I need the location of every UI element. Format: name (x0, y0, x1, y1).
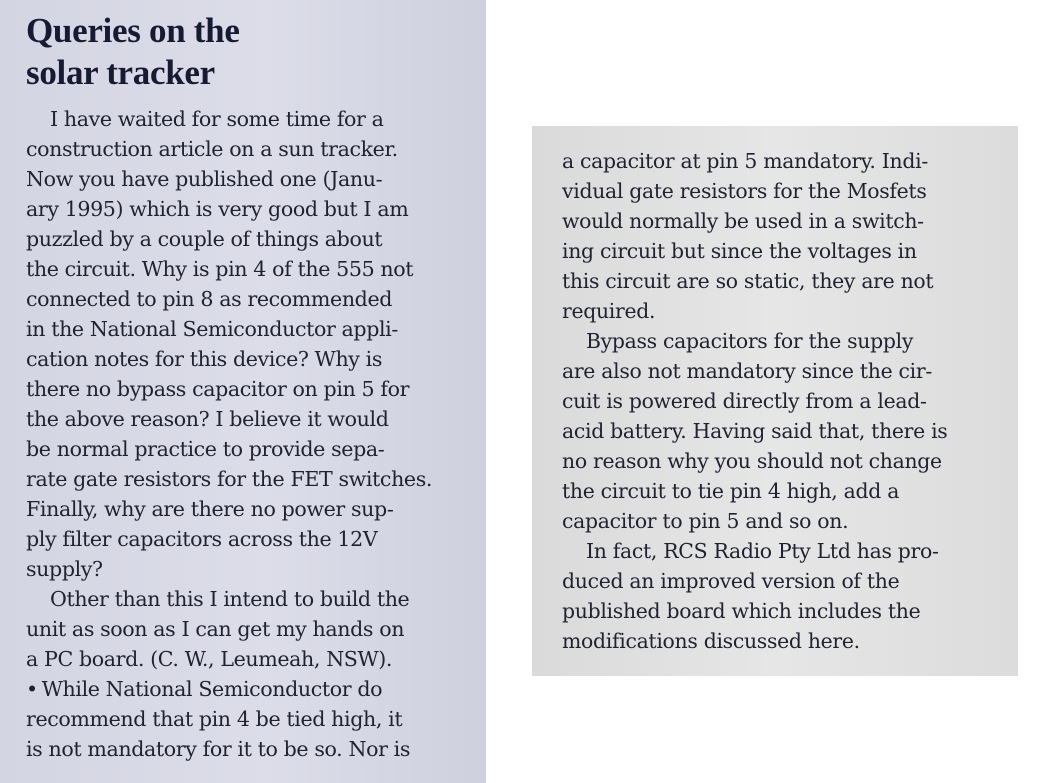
text-line: Now you have published one (Janu- (26, 167, 383, 191)
text-line: required. (562, 299, 656, 323)
text-line: rate gate resistors for the FET switches. (26, 467, 433, 491)
text-line: would normally be used in a switch- (562, 209, 924, 233)
text-line: vidual gate resistors for the Mosfets (562, 179, 927, 203)
letter-paragraph-1 (26, 104, 476, 584)
text-line: are also not mandatory since the cir- (562, 359, 932, 383)
text-line: a capacitor at pin 5 mandatory. Indi- (562, 149, 928, 173)
text-line (26, 674, 476, 704)
text-line: the circuit. Why is pin 4 of the 555 not (26, 257, 414, 281)
text-line: Finally, why are there no power sup- (26, 497, 394, 521)
text-line: there no bypass capacitor on pin 5 for (26, 377, 410, 401)
text-line: construction article on a sun tracker. (26, 137, 398, 161)
right-clipping (532, 126, 1018, 676)
bullet-icon: • (26, 677, 38, 701)
text-line: supply? (26, 557, 103, 581)
text-line: puzzled by a couple of things about (26, 227, 383, 251)
left-body (26, 104, 476, 764)
text-line: ing circuit but since the voltages in (562, 239, 917, 263)
text-line: Other than this I intend to build the (50, 587, 410, 611)
text-line: duced an improved version of the (562, 569, 900, 593)
headline-line: solar tracker (26, 53, 215, 92)
text-line: no reason why you should not change (562, 449, 942, 473)
text-line: Bypass capacitors for the supply (586, 329, 914, 353)
letter-paragraph-2 (26, 584, 476, 674)
text-line: I have waited for some time for a (50, 107, 384, 131)
text-line: in the National Semiconductor appli- (26, 317, 398, 341)
reply-paragraph-3 (562, 326, 1004, 536)
text-line: the circuit to tie pin 4 high, add a (562, 479, 900, 503)
text-line: unit as soon as I can get my hands on (26, 617, 405, 641)
text-line-content: While National Semiconductor do (41, 677, 383, 701)
text-line: cation notes for this device? Why is (26, 347, 383, 371)
text-line: a PC board. (C. W., Leumeah, NSW). (26, 647, 393, 671)
text-line: this circuit are so static, they are not (562, 269, 934, 293)
text-line: acid battery. Having said that, there is (562, 419, 948, 443)
reply-paragraph-2 (562, 146, 1004, 326)
text-line: ply filter capacitors across the 12V (26, 527, 378, 551)
text-line: be normal practice to provide sepa- (26, 437, 385, 461)
text-line: is not mandatory for it to be so. Nor is (26, 737, 411, 761)
text-line: published board which includes the (562, 599, 921, 623)
right-body (562, 146, 1004, 656)
headline-line: Queries on the (26, 11, 240, 50)
text-line: recommend that pin 4 be tied high, it (26, 707, 403, 731)
reply-paragraph-1 (26, 674, 476, 764)
left-clipping (0, 0, 486, 783)
text-line: capacitor to pin 5 and so on. (562, 509, 849, 533)
text-line: the above reason? I believe it would (26, 407, 389, 431)
reply-paragraph-4 (562, 536, 1004, 656)
text-line: cuit is powered directly from a lead- (562, 389, 927, 413)
text-line: ary 1995) which is very good but I am (26, 197, 409, 221)
article-headline (26, 10, 476, 94)
text-line: In fact, RCS Radio Pty Ltd has pro- (586, 539, 939, 563)
text-line: modifications discussed here. (562, 629, 860, 653)
text-line: connected to pin 8 as recommended (26, 287, 393, 311)
